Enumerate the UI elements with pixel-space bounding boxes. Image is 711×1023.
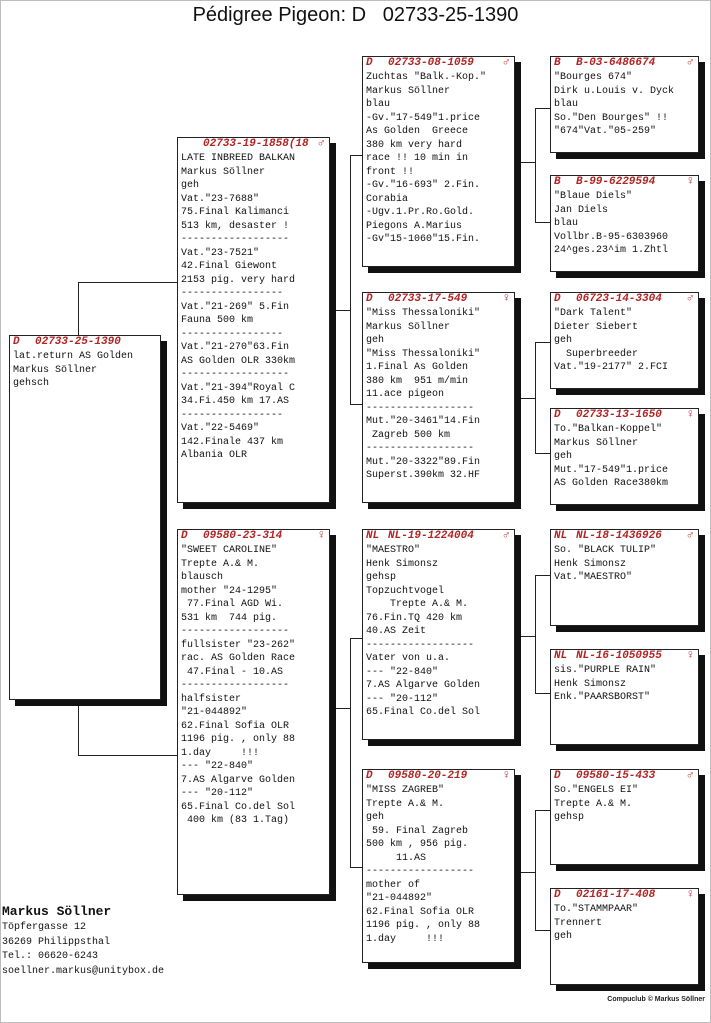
card-line: blau xyxy=(554,99,579,110)
card-line: ------------------ xyxy=(181,369,290,380)
card-header xyxy=(10,336,160,349)
card-line: ------------------ xyxy=(181,680,290,691)
connector-mf xyxy=(535,575,536,694)
connector-mm xyxy=(535,810,550,811)
card-line: Vat."21-270"63.Fin xyxy=(181,342,290,353)
card-header xyxy=(551,650,698,663)
ring-number: NL-18-1436926 xyxy=(576,530,662,542)
card-line: --- "22-840" xyxy=(366,666,439,678)
card-line: Albania OLR xyxy=(181,450,248,461)
footer-credit: Compuclub © Markus Söllner xyxy=(607,996,705,1003)
card-body xyxy=(178,543,329,828)
female-symbol-icon: ♀ xyxy=(686,650,694,662)
card-line: Vater von u.a. xyxy=(366,653,451,664)
card-line: Zuchtas "Balk.-Kop." xyxy=(366,72,487,83)
owner-name: Markus Söllner xyxy=(2,904,112,919)
female-symbol-icon: ♀ xyxy=(686,409,694,421)
card-body xyxy=(551,306,698,375)
card-line: Zagreb 500 km xyxy=(366,429,451,441)
card-line: Dirk u.Louis v. Dyck xyxy=(554,85,675,97)
card-line: Vat."21-394"Royal C xyxy=(181,382,296,394)
connector-fm xyxy=(535,342,550,343)
card-line: ----------------- xyxy=(181,288,284,299)
pedigree-card-mmf xyxy=(550,769,699,865)
pedigree-card-mmm xyxy=(550,888,699,985)
country-code: D xyxy=(13,336,20,348)
card-line: Trepte A.& M. xyxy=(366,599,469,610)
ring-number: 09580-23-314 xyxy=(203,530,283,542)
card-line: geh xyxy=(181,180,200,191)
card-line: 75.Final Kalimanci xyxy=(181,207,290,218)
card-line: Fauna 500 km xyxy=(181,315,254,326)
pedigree-card-ffm xyxy=(550,175,699,272)
card-line: Vat."19-2177" 2.FCI xyxy=(554,362,669,373)
card-line: rac. AS Golden Race xyxy=(181,653,296,664)
card-header xyxy=(363,57,514,70)
card-line: Topzuchtvogel xyxy=(366,585,445,597)
card-line: To."STAMMPAAR" xyxy=(554,904,639,915)
connector-mother xyxy=(330,708,351,709)
card-line: 1.day !!! xyxy=(181,747,260,759)
card-line: 77.Final AGD Wi. xyxy=(181,599,284,610)
card-line: 11.AS xyxy=(366,852,427,864)
card-line: 531 km 744 pig. xyxy=(181,612,278,624)
card-line: geh xyxy=(366,812,385,823)
country-code: D xyxy=(554,293,561,305)
connector-mf xyxy=(535,693,550,694)
card-line: Vat."23-7521" xyxy=(181,247,260,259)
card-line: Markus Söllner xyxy=(181,166,266,178)
ring-number: 09580-15-433 xyxy=(576,770,656,782)
connector-father xyxy=(350,155,351,405)
card-line: Trennert xyxy=(554,917,603,929)
card-line: Vat."23-7688" xyxy=(181,193,260,205)
connector-mm xyxy=(535,930,550,931)
country-code: NL xyxy=(554,530,568,542)
card-body xyxy=(551,543,698,585)
pedigree-card-main xyxy=(9,335,161,700)
card-line: Markus Söllner xyxy=(554,437,639,449)
connector-main-father xyxy=(78,282,178,283)
card-line: 1196 pig. , only 88 xyxy=(366,920,481,931)
card-line: Trepte A.& M. xyxy=(181,558,260,570)
female-symbol-icon: ♀ xyxy=(686,889,694,901)
card-line: ------------------ xyxy=(366,402,475,414)
card-header xyxy=(551,889,698,902)
card-line: As Golden Greece xyxy=(366,126,469,137)
card-line: Markus Söllner xyxy=(366,321,451,333)
card-line: AS Golden Race380km xyxy=(554,478,669,489)
card-line: fullsister "23-262" xyxy=(181,639,296,651)
card-line: Piegons A.Marius xyxy=(366,220,463,232)
ring-number: 02733-08-1059 xyxy=(388,57,474,69)
card-line: --- "22-840" xyxy=(181,761,254,772)
male-symbol-icon: ♂ xyxy=(502,57,510,69)
card-line: blausch xyxy=(181,572,224,583)
card-line: 380 km very hard xyxy=(366,139,463,151)
card-header xyxy=(551,176,698,189)
card-body xyxy=(551,783,698,825)
card-line: "MISS ZAGREB" xyxy=(366,785,445,796)
card-line: halfsister xyxy=(181,693,242,705)
card-line: 11.ace pigeon xyxy=(366,389,445,400)
card-line: Henk Simonsz xyxy=(554,558,627,570)
card-body xyxy=(551,902,698,944)
card-line: So."Den Bourges" !! xyxy=(554,112,669,124)
card-line: 1.day !!! xyxy=(366,933,445,945)
owner-address xyxy=(2,903,164,979)
card-line: AS Golden OLR 330km xyxy=(181,355,296,367)
card-line: --- "20-112" xyxy=(366,693,439,705)
card-line: "MAESTRO" xyxy=(366,545,421,556)
card-line: geh xyxy=(554,931,573,942)
ring-number: 06723-14-3304 xyxy=(576,293,662,305)
card-line: Dieter Siebert xyxy=(554,321,639,333)
female-symbol-icon: ♀ xyxy=(686,176,694,188)
card-line: "Bourges 674" xyxy=(554,72,633,83)
pedigree-card-ff xyxy=(362,56,515,267)
country-code: B xyxy=(554,57,561,69)
card-body xyxy=(551,189,698,258)
card-header xyxy=(363,293,514,306)
card-line: Enk."PAARSBORST" xyxy=(554,692,651,703)
male-symbol-icon: ♂ xyxy=(686,770,694,782)
card-line: gehsch xyxy=(13,378,50,389)
card-line: Trepte A.& M. xyxy=(366,798,445,810)
card-line: So."ENGELS EI" xyxy=(554,785,639,796)
pedigree-card-father xyxy=(177,137,330,503)
ring-number: 02733-19-1858(18 xyxy=(203,138,309,150)
connector-main-mother xyxy=(78,755,178,756)
card-line: 142.Finale 437 km xyxy=(181,436,284,448)
card-line: -Gv"15-1060"15.Fin. xyxy=(366,234,481,245)
card-line: Mut."17-549"1.price xyxy=(554,464,669,476)
card-body xyxy=(363,306,514,483)
pedigree-card-fff xyxy=(550,56,699,153)
card-line: So. "BLACK TULIP" xyxy=(554,545,657,556)
male-symbol-icon: ♂ xyxy=(502,530,510,542)
connector-main-father xyxy=(78,282,79,335)
card-line: geh xyxy=(554,335,573,346)
card-line: 65.Final Co.del Sol xyxy=(366,707,481,718)
male-symbol-icon: ♂ xyxy=(317,138,325,150)
card-header xyxy=(551,530,698,543)
card-header xyxy=(178,138,329,151)
connector-ff xyxy=(515,162,536,163)
pedigree-card-mfm xyxy=(550,649,699,745)
card-line: Vollbr.B-95-6303960 xyxy=(554,231,669,243)
female-symbol-icon: ♀ xyxy=(317,530,325,542)
card-line: Henk Simonsz xyxy=(366,558,439,570)
card-line: "Miss Thessaloniki" xyxy=(366,308,481,319)
card-line: geh xyxy=(554,451,573,462)
card-line: Trepte A.& M. xyxy=(554,798,633,810)
card-line: -Gv."17-549"1.price xyxy=(366,112,481,124)
card-line: 65.Final Co.del Sol xyxy=(181,801,296,813)
card-header xyxy=(551,293,698,306)
male-symbol-icon: ♂ xyxy=(686,293,694,305)
connector-ff xyxy=(535,222,550,223)
female-symbol-icon: ♀ xyxy=(502,770,510,782)
card-line: 24^ges.23^im 1.Zhtl xyxy=(554,245,669,256)
card-line: LATE INBREED BALKAN xyxy=(181,153,296,164)
card-body xyxy=(363,70,514,247)
card-line: -Gv."16-693" 2.Fin. xyxy=(366,180,481,191)
card-line: 380 km 951 m/min xyxy=(366,375,469,387)
connector-fm xyxy=(515,398,536,399)
ring-number: B-99-6229594 xyxy=(576,176,656,188)
card-line: blau xyxy=(554,218,579,229)
card-line: Corabia xyxy=(366,193,409,205)
card-line: 400 km (83 1.Tag) xyxy=(181,815,290,826)
pedigree-card-fmm xyxy=(550,408,699,505)
card-line: 7.AS Algarve Golden xyxy=(181,774,296,786)
country-code: D xyxy=(366,770,373,782)
page-title: Pédigree Pigeon: D 02733-25-1390 xyxy=(192,4,519,26)
ring-number: NL-16-1050955 xyxy=(576,650,662,662)
card-line: lat.return AS Golden xyxy=(13,351,134,362)
card-line: 2153 pig. very hard xyxy=(181,274,296,286)
card-line: sis."PURPLE RAIN" xyxy=(554,665,657,676)
card-line: race !! 10 min in xyxy=(366,153,469,164)
male-symbol-icon: ♂ xyxy=(686,57,694,69)
connector-mf xyxy=(515,636,536,637)
card-body xyxy=(551,70,698,139)
card-line: ----------------- xyxy=(181,328,284,340)
card-header xyxy=(551,770,698,783)
card-line: 62.Final Sofia OLR xyxy=(366,906,475,918)
card-line: 513 km, desaster ! xyxy=(181,220,290,232)
country-code: D xyxy=(181,530,188,542)
pedigree-card-mother xyxy=(177,529,330,895)
card-line: Vat."21-269" 5.Fin xyxy=(181,301,290,313)
card-line: "674"Vat."05-259" xyxy=(554,126,657,137)
ring-number: NL-19-1224004 xyxy=(388,530,474,542)
card-line: --- "20-112" xyxy=(181,788,254,799)
card-line: "SWEET CAROLINE" xyxy=(181,545,278,556)
card-line: Henk Simonsz xyxy=(554,678,627,690)
card-line: -Ugv.1.Pr.Ro.Gold. xyxy=(366,207,475,218)
card-line: 1196 pig. , only 88 xyxy=(181,734,296,745)
country-code: D xyxy=(366,57,373,69)
connector-main-mother xyxy=(78,700,79,755)
card-line: 47.Final - 10.AS xyxy=(181,666,284,678)
card-body xyxy=(10,349,160,391)
card-line: "21-044892" xyxy=(181,707,248,718)
card-line: 7.AS Algarve Golden xyxy=(366,680,481,691)
card-line: ------------------ xyxy=(366,639,475,651)
country-code: NL xyxy=(554,650,568,662)
card-line: 40.AS Zeit xyxy=(366,626,427,637)
card-line: Superbreeder xyxy=(554,348,639,360)
card-line: Mut."20-3322"89.Fin xyxy=(366,456,481,468)
country-code: D xyxy=(366,293,373,305)
connector-father xyxy=(330,310,351,311)
card-line: ------------------ xyxy=(366,866,475,877)
card-line: "Dark Talent" xyxy=(554,308,633,319)
country-code: D xyxy=(554,409,561,421)
card-line: ------------------ xyxy=(181,626,290,637)
card-line: mother of xyxy=(366,879,421,891)
card-body xyxy=(363,783,514,946)
card-line: mother "24-1295" xyxy=(181,585,278,597)
card-line: ------------------ xyxy=(366,443,475,454)
owner-email: soellner.markus@unitybox.de xyxy=(2,965,165,977)
card-line: 34.Fi.450 km 17.AS xyxy=(181,396,290,407)
card-header xyxy=(551,57,698,70)
card-header xyxy=(363,770,514,783)
connector-mm xyxy=(535,810,536,931)
ring-number: 02733-25-1390 xyxy=(35,336,121,348)
ring-number: 09580-20-219 xyxy=(388,770,468,782)
ring-number: B-03-6486674 xyxy=(576,57,656,69)
card-header xyxy=(178,530,329,543)
card-line: 42.Final Giewont xyxy=(181,261,278,272)
pedigree-card-mm xyxy=(362,769,515,963)
card-line: ----------------- xyxy=(181,409,284,421)
card-body xyxy=(551,422,698,491)
card-line: 76.Fin.TQ 420 km xyxy=(366,612,463,624)
connector-fm xyxy=(535,342,536,454)
card-line: Markus Söllner xyxy=(366,85,451,97)
connector-mm xyxy=(515,872,536,873)
card-line: Jan Diels xyxy=(554,204,609,216)
female-symbol-icon: ♀ xyxy=(502,293,510,305)
card-line: "Blaue Diels" xyxy=(554,191,633,202)
card-line: Mut."20-3461"14.Fin xyxy=(366,416,481,427)
ring-number: 02733-17-549 xyxy=(388,293,468,305)
connector-ff xyxy=(535,108,536,223)
card-body xyxy=(363,543,514,720)
ring-number: 02161-17-408 xyxy=(576,889,656,901)
card-line: 500 km , 956 pig. xyxy=(366,839,469,850)
connector-ff xyxy=(535,108,550,109)
card-line: "Miss Thessaloniki" xyxy=(366,348,481,360)
country-code: D xyxy=(554,889,561,901)
card-line: 62.Final Sofia OLR xyxy=(181,720,290,732)
card-line: To."Balkan-Koppel" xyxy=(554,424,663,435)
card-body xyxy=(178,151,329,463)
card-line: 59. Final Zagreb xyxy=(366,825,469,837)
pedigree-card-fmf xyxy=(550,292,699,389)
owner-street: Töpfergasse 12 xyxy=(2,922,87,933)
country-code: D xyxy=(554,770,561,782)
connector-mother xyxy=(350,638,351,868)
connector-fm xyxy=(535,453,550,454)
card-line: "21-044892" xyxy=(366,893,433,904)
card-line: Vat."MAESTRO" xyxy=(554,572,633,583)
card-line: gehsp xyxy=(554,812,585,823)
country-code: B xyxy=(554,176,561,188)
card-line: 1.Final As Golden xyxy=(366,362,469,373)
card-line: front !! xyxy=(366,166,415,178)
owner-phone: Tel.: 06620-6243 xyxy=(2,951,99,962)
card-line: blau xyxy=(366,99,391,110)
card-line: Vat."22-5469" xyxy=(181,423,260,434)
card-line: gehsp xyxy=(366,572,397,583)
country-code: NL xyxy=(366,530,380,542)
card-line: Markus Söllner xyxy=(13,364,98,376)
card-line: Superst.390km 32.HF xyxy=(366,470,481,481)
ring-number: 02733-13-1650 xyxy=(576,409,662,421)
card-line: geh xyxy=(366,335,385,346)
connector-mf xyxy=(535,575,550,576)
card-body xyxy=(551,663,698,705)
pedigree-card-mf xyxy=(362,529,515,740)
card-line: ------------------ xyxy=(181,234,290,245)
card-header xyxy=(363,530,514,543)
card-header xyxy=(551,409,698,422)
male-symbol-icon: ♂ xyxy=(686,530,694,542)
pedigree-card-mff xyxy=(550,529,699,626)
pedigree-card-fm xyxy=(362,292,515,503)
owner-city: 36269 Philippsthal xyxy=(2,936,111,948)
